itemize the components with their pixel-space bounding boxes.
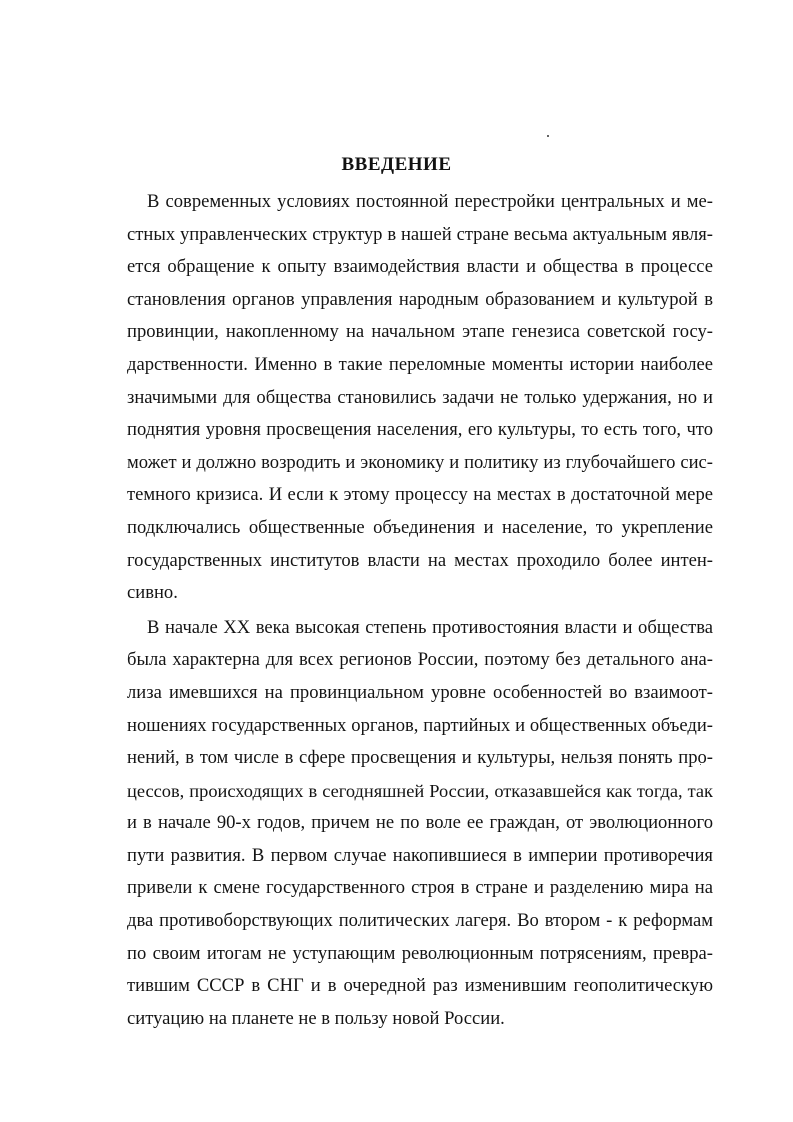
text-line: стных управленческих структур в нашей стране весьма актуальным явля- <box>127 223 713 245</box>
text-line: государственных институтов власти на местах проходило более интен- <box>127 549 713 571</box>
text-line: В начале XX века высокая степень противостояния власти и общества <box>147 616 713 638</box>
text-line: провинции, накопленному на начальном этапе генезиса советской госу- <box>127 321 713 343</box>
text-line: подключались общественные объединения и население, то укрепление <box>127 516 713 538</box>
text-line: была характерна для всех регионов России, поэтому без детального ана- <box>127 649 713 671</box>
page-heading: ВВЕДЕНИЕ <box>341 154 452 175</box>
text-line: сивно. <box>127 582 178 604</box>
text-line: цессов, происходящих в сегодняшней России, отказавшейся как тогда, так <box>127 780 713 801</box>
text-line: дарственности. Именно в такие переломные моменты истории наиболее <box>127 353 713 375</box>
text-line: значимыми для общества становились задачи не только удержания, но и <box>127 386 713 408</box>
text-line: привели к смене государственного строя в стране и разделению мира на <box>127 877 713 899</box>
text-line: темного кризиса. И если к этому процессу на местах в достаточной мере <box>127 484 713 506</box>
text-line: ется обращение к опыту взаимодействия власти и общества в процессе <box>127 256 713 278</box>
body-text <box>127 186 713 1035</box>
paragraph-1 <box>127 186 713 610</box>
text-line: и в начале 90-х годов, причем не по воле ее граждан, от эволюционного <box>127 812 713 834</box>
text-line: может и должно возродить и экономику и политику из глубочайшего сис- <box>127 451 713 473</box>
scan-speck <box>547 135 549 137</box>
text-line: нений, в том числе в сфере просвещения и культуры, нельзя понять про- <box>127 747 713 769</box>
text-line: ситуацию на планете не в пользу новой России. <box>127 1007 505 1029</box>
paragraph-2 <box>127 612 713 1036</box>
text-line: пути развития. В первом случае накопившиеся в империи противоречия <box>127 844 713 866</box>
text-line: ношениях государственных органов, партийных и общественных объеди- <box>127 714 713 736</box>
text-line: два противоборствующих политических лагеря. Во втором - к реформам <box>127 910 713 932</box>
text-line: становления органов управления народным образованием и культурой в <box>127 288 713 310</box>
text-line: по своим итогам не уступающим революционным потрясениям, превра- <box>127 942 713 964</box>
text-line: тившим СССР в СНГ и в очередной раз изменившим геополитическую <box>127 975 713 997</box>
text-line: лиза имевшихся на провинциальном уровне особенностей во взаимоот- <box>127 681 713 703</box>
text-line: поднятия уровня просвещения населения, его культуры, то есть того, что <box>127 419 713 441</box>
text-line: В современных условиях постоянной перестройки центральных и ме- <box>147 191 713 212</box>
